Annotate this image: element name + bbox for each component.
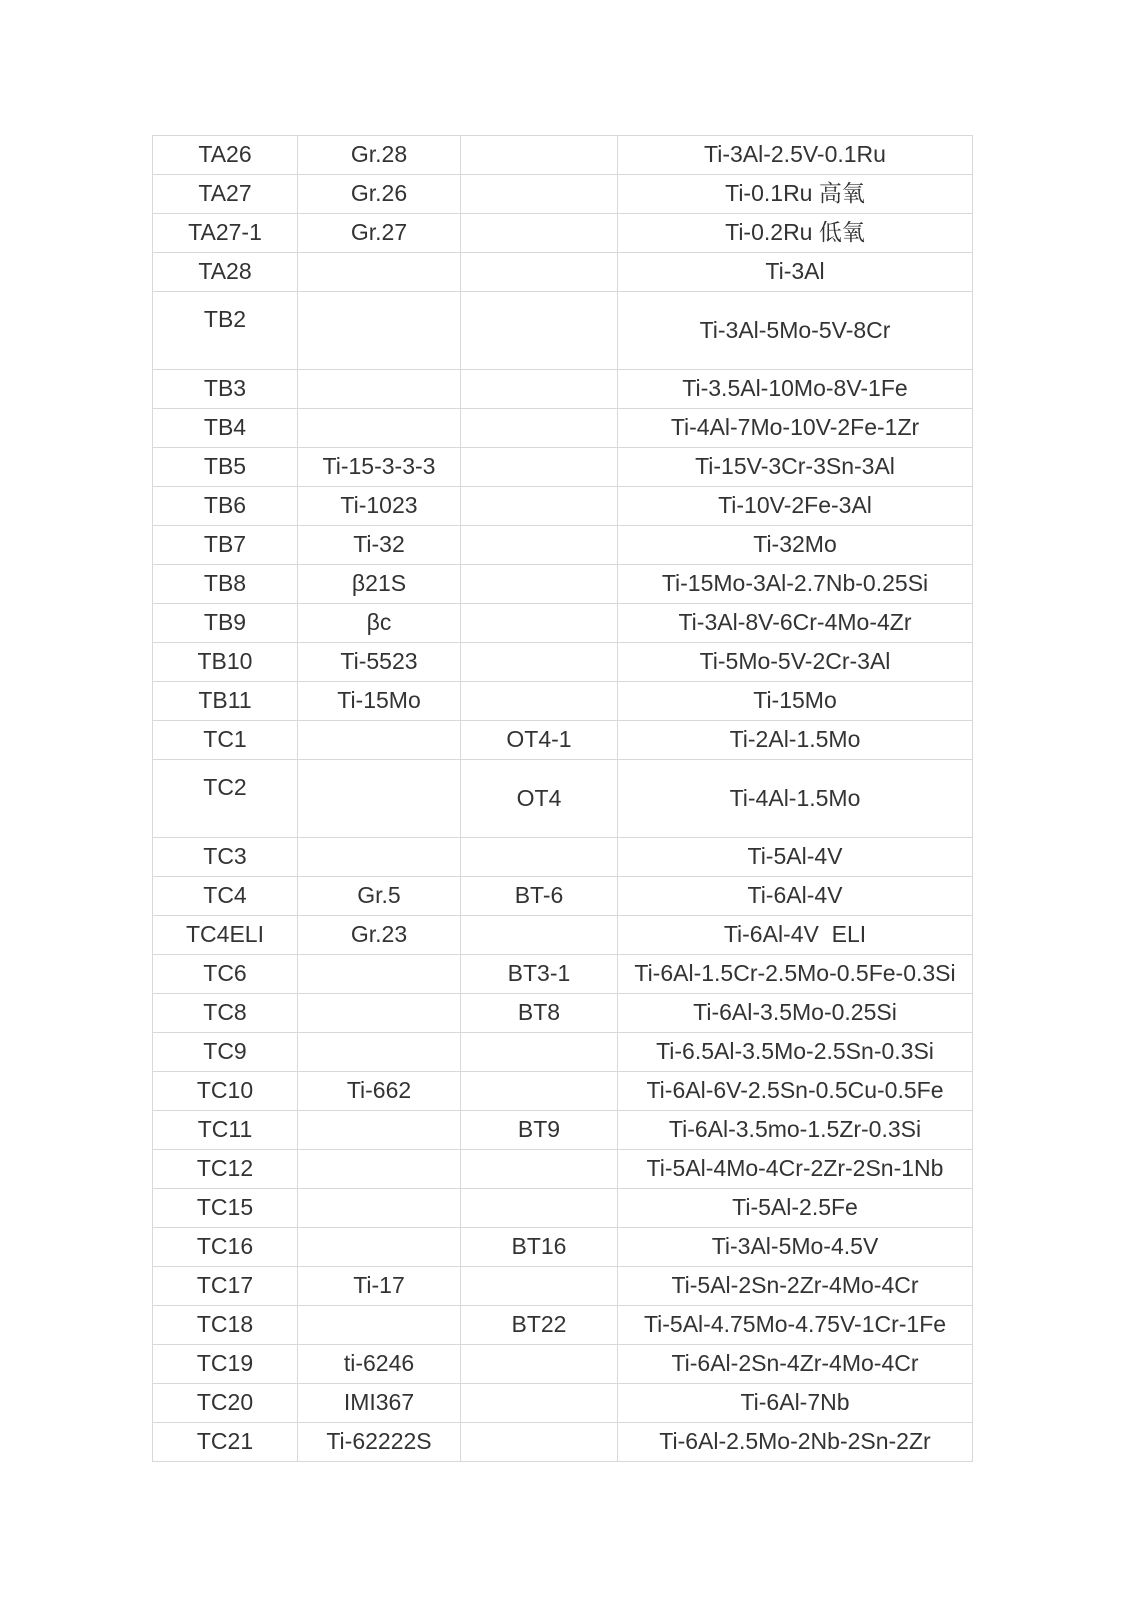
cell-trade-name <box>298 175 461 214</box>
cell-cn-grade <box>153 994 298 1033</box>
table-row <box>153 1345 973 1384</box>
cell-cn-grade <box>153 682 298 721</box>
composition-text: Ti-5Al-4Mo-4Cr-2Zr-2Sn-1Nb <box>646 1155 944 1182</box>
cell-composition <box>618 370 973 409</box>
cell-trade-name <box>298 1228 461 1267</box>
cell-russian-grade <box>461 1345 618 1384</box>
cell-cn-grade <box>153 175 298 214</box>
cell-composition <box>618 1150 973 1189</box>
trade-name-text: Ti-15-3-3-3 <box>322 453 436 480</box>
cell-trade-name <box>298 214 461 253</box>
cell-russian-grade <box>461 1189 618 1228</box>
composition-text: Ti-4Al-7Mo-10V-2Fe-1Zr <box>670 414 920 441</box>
cell-cn-grade <box>153 643 298 682</box>
table-row <box>153 1384 973 1423</box>
cell-cn-grade <box>153 1306 298 1345</box>
cell-russian-grade <box>461 292 618 370</box>
cn-grade-text: TC12 <box>196 1155 254 1182</box>
trade-name-text: Ti-32 <box>353 531 405 558</box>
cell-trade-name <box>298 1267 461 1306</box>
cell-russian-grade <box>461 1423 618 1462</box>
cell-russian-grade <box>461 955 618 994</box>
composition-text: Ti-6Al-2.5Mo-2Nb-2Sn-2Zr <box>659 1428 931 1455</box>
cell-russian-grade <box>461 1111 618 1150</box>
trade-name-text: ti-6246 <box>343 1350 415 1377</box>
cell-trade-name <box>298 994 461 1033</box>
russian-grade-text: BT8 <box>517 999 561 1026</box>
cell-russian-grade <box>461 214 618 253</box>
cell-composition <box>618 1384 973 1423</box>
table-row <box>153 175 973 214</box>
trade-name-text: Ti-5523 <box>340 648 418 675</box>
cell-trade-name <box>298 1306 461 1345</box>
table-row <box>153 1072 973 1111</box>
table-row <box>153 565 973 604</box>
cell-russian-grade <box>461 643 618 682</box>
composition-text: Ti-3Al-5Mo-4.5V <box>711 1233 879 1260</box>
table-row <box>153 526 973 565</box>
cell-composition <box>618 1267 973 1306</box>
composition-text: Ti-6Al-4V ELI <box>723 921 867 948</box>
cell-composition <box>618 604 973 643</box>
table-row <box>153 1228 973 1267</box>
cell-trade-name <box>298 1150 461 1189</box>
cell-cn-grade <box>153 1423 298 1462</box>
cell-composition <box>618 916 973 955</box>
cell-russian-grade <box>461 916 618 955</box>
trade-name-text: β21S <box>351 570 407 597</box>
cn-grade-text: TC11 <box>197 1116 253 1143</box>
cell-cn-grade <box>153 1111 298 1150</box>
cn-grade-text: TC4 <box>203 882 247 909</box>
cell-trade-name <box>298 526 461 565</box>
composition-text: Ti-3Al-8V-6Cr-4Mo-4Zr <box>678 609 912 636</box>
cell-trade-name <box>298 760 461 838</box>
trade-name-text: Gr.28 <box>350 141 408 168</box>
cell-russian-grade <box>461 604 618 643</box>
cell-trade-name <box>298 1072 461 1111</box>
cell-russian-grade <box>461 1228 618 1267</box>
table-row <box>153 1306 973 1345</box>
table-row <box>153 1189 973 1228</box>
cell-cn-grade <box>153 253 298 292</box>
cell-cn-grade <box>153 1267 298 1306</box>
russian-grade-text: BT3-1 <box>507 960 571 987</box>
alloy-grade-table <box>152 135 973 1462</box>
table-row <box>153 760 973 838</box>
cell-russian-grade <box>461 1267 618 1306</box>
cell-russian-grade <box>461 1384 618 1423</box>
cell-trade-name <box>298 916 461 955</box>
cell-composition <box>618 1228 973 1267</box>
cell-cn-grade <box>153 721 298 760</box>
table-row <box>153 721 973 760</box>
cn-grade-text: TC3 <box>203 843 247 870</box>
cn-grade-text: TC1 <box>203 726 247 753</box>
cn-grade-text: TC4ELI <box>186 921 264 948</box>
cn-grade-text: TC8 <box>203 999 247 1026</box>
table-row <box>153 682 973 721</box>
cn-grade-text: TC19 <box>196 1350 254 1377</box>
russian-grade-text: BT-6 <box>514 882 564 909</box>
cell-cn-grade <box>153 370 298 409</box>
cn-grade-text: TB8 <box>203 570 247 597</box>
composition-text: Ti-0.1Ru 高氧 <box>725 180 865 207</box>
table-row <box>153 253 973 292</box>
table-row <box>153 487 973 526</box>
cell-cn-grade <box>153 1072 298 1111</box>
cell-russian-grade <box>461 1150 618 1189</box>
cn-grade-text: TC18 <box>196 1311 254 1338</box>
cn-grade-text: TC21 <box>196 1428 254 1455</box>
table-row <box>153 1111 973 1150</box>
cell-trade-name <box>298 487 461 526</box>
cell-composition <box>618 760 973 838</box>
cell-composition <box>618 643 973 682</box>
cell-russian-grade <box>461 1306 618 1345</box>
trade-name-text: Gr.27 <box>350 219 408 246</box>
cell-trade-name <box>298 721 461 760</box>
cell-russian-grade <box>461 136 618 175</box>
cn-grade-text: TC16 <box>196 1233 254 1260</box>
cn-grade-text: TB4 <box>203 414 247 441</box>
cell-cn-grade <box>153 1189 298 1228</box>
table-row <box>153 409 973 448</box>
cell-russian-grade <box>461 721 618 760</box>
cell-trade-name <box>298 1033 461 1072</box>
composition-text: Ti-3.5Al-10Mo-8V-1Fe <box>682 375 908 402</box>
cell-trade-name <box>298 643 461 682</box>
composition-text: Ti-5Al-2Sn-2Zr-4Mo-4Cr <box>671 1272 919 1299</box>
cell-trade-name <box>298 955 461 994</box>
cn-grade-text: TC20 <box>196 1389 254 1416</box>
cell-cn-grade <box>153 487 298 526</box>
cn-grade-text: TC10 <box>196 1077 254 1104</box>
composition-text: Ti-3Al-5Mo-5V-8Cr <box>699 316 891 343</box>
cell-russian-grade <box>461 994 618 1033</box>
table-row <box>153 214 973 253</box>
composition-text: Ti-2Al-1.5Mo <box>729 726 861 753</box>
cn-grade-text: TA28 <box>198 258 252 285</box>
alloy-table-body <box>153 136 973 1462</box>
composition-text: Ti-5Mo-5V-2Cr-3Al <box>699 648 891 675</box>
table-row <box>153 1267 973 1306</box>
cell-cn-grade <box>153 1384 298 1423</box>
cell-composition <box>618 721 973 760</box>
table-row <box>153 136 973 175</box>
cell-trade-name <box>298 136 461 175</box>
cell-trade-name <box>298 838 461 877</box>
cell-composition <box>618 877 973 916</box>
trade-name-text: Ti-17 <box>353 1272 405 1299</box>
cell-russian-grade <box>461 409 618 448</box>
composition-text: Ti-6.5Al-3.5Mo-2.5Sn-0.3Si <box>656 1038 934 1065</box>
composition-text: Ti-15Mo-3Al-2.7Nb-0.25Si <box>661 570 929 597</box>
cell-russian-grade <box>461 877 618 916</box>
cell-trade-name <box>298 292 461 370</box>
cell-russian-grade <box>461 838 618 877</box>
composition-text: Ti-5Al-4V <box>747 843 843 870</box>
russian-grade-text: OT4-1 <box>506 726 572 753</box>
cn-grade-text: TA27-1 <box>188 219 262 246</box>
composition-text: Ti-6Al-4V <box>747 882 843 909</box>
trade-name-text: Gr.5 <box>357 882 401 909</box>
trade-name-text: Ti-62222S <box>326 1428 432 1455</box>
cell-composition <box>618 136 973 175</box>
composition-text: Ti-6Al-2Sn-4Zr-4Mo-4Cr <box>671 1350 919 1377</box>
trade-name-text: IMI367 <box>343 1389 415 1416</box>
cell-cn-grade <box>153 214 298 253</box>
table-row <box>153 1423 973 1462</box>
cell-trade-name <box>298 370 461 409</box>
cell-cn-grade <box>153 955 298 994</box>
cn-grade-text: TB11 <box>198 687 252 714</box>
russian-grade-text: BT22 <box>511 1311 567 1338</box>
table-row <box>153 955 973 994</box>
cell-composition <box>618 838 973 877</box>
cell-composition <box>618 487 973 526</box>
cell-composition <box>618 448 973 487</box>
cn-grade-text: TC17 <box>196 1272 254 1299</box>
cell-cn-grade <box>153 1150 298 1189</box>
cn-grade-text: TC15 <box>196 1194 254 1221</box>
composition-text: Ti-6Al-3.5mo-1.5Zr-0.3Si <box>668 1116 922 1143</box>
cell-trade-name <box>298 877 461 916</box>
cell-russian-grade <box>461 487 618 526</box>
cn-grade-text: TC6 <box>203 960 247 987</box>
cell-trade-name <box>298 1111 461 1150</box>
cell-cn-grade <box>153 1345 298 1384</box>
cn-grade-text: TC2 <box>203 773 247 800</box>
cell-composition <box>618 1345 973 1384</box>
cell-composition <box>618 175 973 214</box>
cell-russian-grade <box>461 448 618 487</box>
trade-name-text: βc <box>366 609 392 636</box>
cell-composition <box>618 1306 973 1345</box>
cell-cn-grade <box>153 1228 298 1267</box>
cell-composition <box>618 1033 973 1072</box>
cell-russian-grade <box>461 526 618 565</box>
cell-russian-grade <box>461 175 618 214</box>
cn-grade-text: TB7 <box>203 531 247 558</box>
composition-text: Ti-3Al-2.5V-0.1Ru <box>704 141 886 168</box>
cell-cn-grade <box>153 604 298 643</box>
cell-trade-name <box>298 409 461 448</box>
composition-text: Ti-15V-3Cr-3Sn-3Al <box>695 453 895 480</box>
cell-russian-grade <box>461 682 618 721</box>
russian-grade-text: OT4 <box>516 784 562 811</box>
cell-composition <box>618 1072 973 1111</box>
table-row <box>153 448 973 487</box>
composition-text: Ti-10V-2Fe-3Al <box>718 492 872 519</box>
composition-text: Ti-0.2Ru 低氧 <box>725 219 865 246</box>
table-row <box>153 292 973 370</box>
cell-russian-grade <box>461 253 618 292</box>
cell-trade-name <box>298 1384 461 1423</box>
cn-grade-text: TB5 <box>203 453 247 480</box>
composition-text: Ti-3Al <box>765 258 825 285</box>
cell-cn-grade <box>153 526 298 565</box>
cell-cn-grade <box>153 565 298 604</box>
cell-russian-grade <box>461 760 618 838</box>
cell-trade-name <box>298 1345 461 1384</box>
cell-cn-grade <box>153 1033 298 1072</box>
composition-text: Ti-5Al-4.75Mo-4.75V-1Cr-1Fe <box>643 1311 947 1338</box>
composition-text: Ti-6Al-3.5Mo-0.25Si <box>693 999 897 1026</box>
cell-composition <box>618 1189 973 1228</box>
trade-name-text: Ti-15Mo <box>337 687 421 714</box>
trade-name-text: Gr.26 <box>350 180 408 207</box>
table-row <box>153 994 973 1033</box>
cell-cn-grade <box>153 760 298 838</box>
cell-russian-grade <box>461 370 618 409</box>
cell-trade-name <box>298 682 461 721</box>
table-row <box>153 1033 973 1072</box>
cn-grade-text: TB6 <box>203 492 247 519</box>
composition-text: Ti-6Al-7Nb <box>740 1389 850 1416</box>
composition-text: Ti-4Al-1.5Mo <box>729 784 861 811</box>
cn-grade-text: TA26 <box>198 141 252 168</box>
table-row <box>153 916 973 955</box>
table-row <box>153 370 973 409</box>
table-row <box>153 1150 973 1189</box>
cell-cn-grade <box>153 409 298 448</box>
composition-text: Ti-6Al-6V-2.5Sn-0.5Cu-0.5Fe <box>646 1077 944 1104</box>
table-row <box>153 838 973 877</box>
cell-trade-name <box>298 565 461 604</box>
cell-composition <box>618 1423 973 1462</box>
table-row <box>153 643 973 682</box>
trade-name-text: Ti-662 <box>346 1077 412 1104</box>
cell-composition <box>618 292 973 370</box>
cell-cn-grade <box>153 448 298 487</box>
cell-trade-name <box>298 448 461 487</box>
cell-composition <box>618 526 973 565</box>
cell-russian-grade <box>461 1033 618 1072</box>
cell-composition <box>618 409 973 448</box>
cell-cn-grade <box>153 877 298 916</box>
cn-grade-text: TB9 <box>203 609 247 636</box>
trade-name-text: Gr.23 <box>350 921 408 948</box>
cn-grade-text: TB3 <box>203 375 247 402</box>
cell-russian-grade <box>461 1072 618 1111</box>
table-row <box>153 877 973 916</box>
table-row <box>153 604 973 643</box>
cell-composition <box>618 682 973 721</box>
cell-composition <box>618 253 973 292</box>
cell-cn-grade <box>153 136 298 175</box>
russian-grade-text: BT16 <box>511 1233 567 1260</box>
cell-composition <box>618 994 973 1033</box>
trade-name-text: Ti-1023 <box>340 492 418 519</box>
cell-trade-name <box>298 253 461 292</box>
composition-text: Ti-5Al-2.5Fe <box>732 1194 858 1221</box>
cn-grade-text: TA27 <box>198 180 252 207</box>
cell-cn-grade <box>153 838 298 877</box>
composition-text: Ti-15Mo <box>753 687 837 714</box>
cn-grade-text: TC9 <box>203 1038 247 1065</box>
cn-grade-text: TB2 <box>203 305 247 332</box>
composition-text: Ti-6Al-1.5Cr-2.5Mo-0.5Fe-0.3Si <box>634 960 956 987</box>
cell-composition <box>618 1111 973 1150</box>
cell-trade-name <box>298 1423 461 1462</box>
cell-composition <box>618 214 973 253</box>
cell-cn-grade <box>153 292 298 370</box>
composition-text: Ti-32Mo <box>753 531 837 558</box>
russian-grade-text: BT9 <box>517 1116 561 1143</box>
cell-trade-name <box>298 1189 461 1228</box>
cell-trade-name <box>298 604 461 643</box>
cell-composition <box>618 955 973 994</box>
cell-cn-grade <box>153 916 298 955</box>
cn-grade-text: TB10 <box>197 648 253 675</box>
cell-composition <box>618 565 973 604</box>
cell-russian-grade <box>461 565 618 604</box>
